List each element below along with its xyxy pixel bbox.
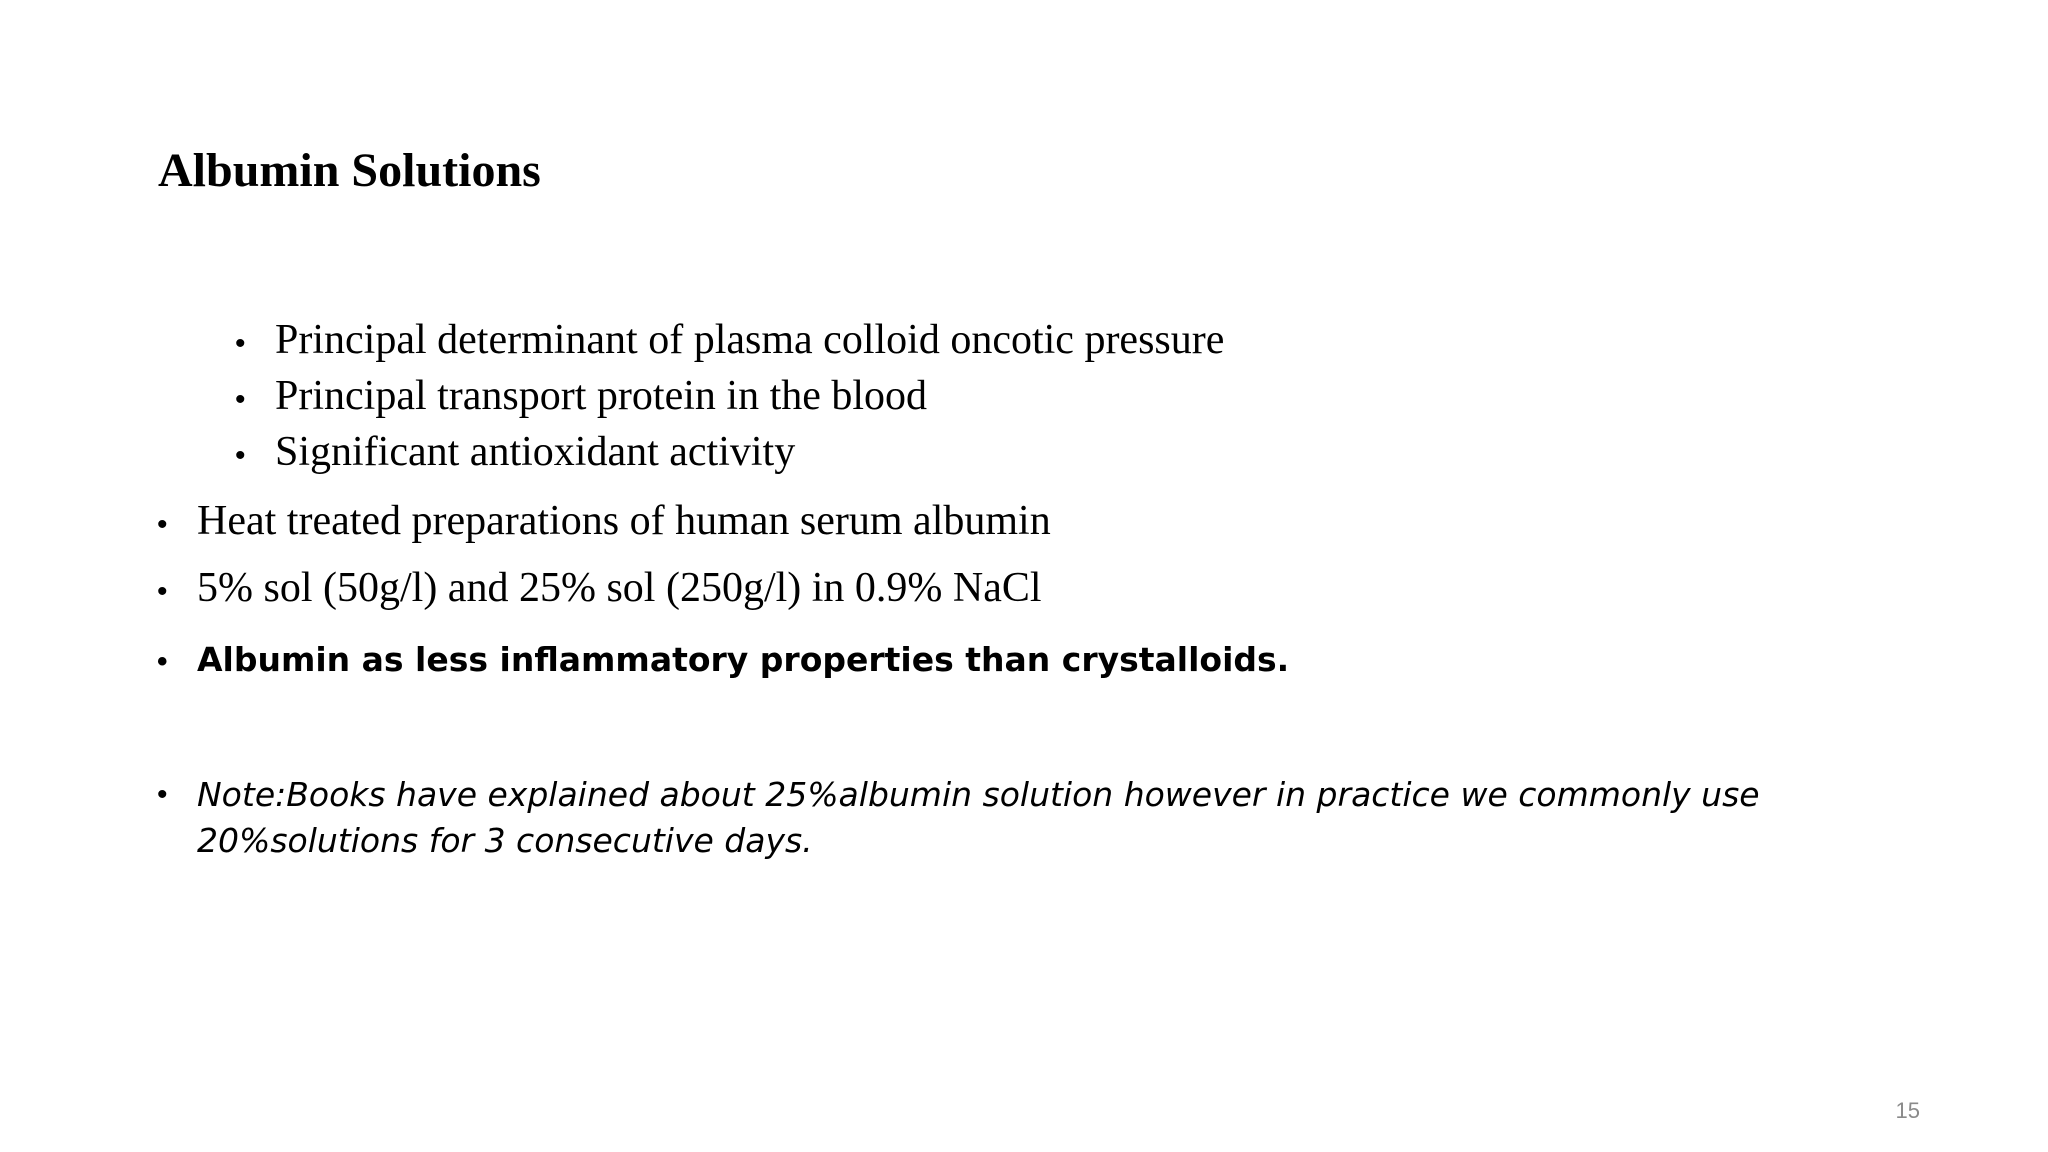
bullet-text-bold: Albumin as less inflammatory properties than crystalloids. — [197, 640, 1290, 679]
note-text: Note:Books have explained about 25%albumin solution however in practice we commonly use 20%solutions for 3 consecutive days. — [197, 775, 1760, 860]
sub-bullet-item — [235, 368, 927, 428]
bullet-icon: • — [235, 327, 246, 360]
bullet-item — [157, 560, 1042, 620]
sub-bullet-item — [235, 424, 795, 484]
bullet-icon: • — [157, 645, 168, 678]
page-number: 15 — [1895, 1098, 1920, 1123]
bullet-icon: • — [157, 508, 168, 541]
bullet-icon: • — [157, 778, 168, 811]
bullet-text: 5% sol (50g/l) and 25% sol (250g/l) in 0.9% NaCl — [197, 565, 1042, 611]
slide-title: Albumin Solutions — [158, 144, 541, 197]
sub-bullet-text: Significant antioxidant activity — [275, 429, 796, 475]
bullet-icon: • — [157, 575, 168, 608]
sub-bullet-text: Principal transport protein in the blood — [275, 373, 928, 419]
bullet-item-bold — [157, 634, 1289, 688]
bullet-item — [157, 493, 1051, 553]
bullet-icon: • — [235, 383, 246, 416]
bullet-text: Heat treated preparations of human serum albumin — [197, 498, 1051, 544]
note-item — [157, 772, 1917, 864]
sub-bullet-item — [235, 312, 1224, 372]
bullet-icon: • — [235, 439, 246, 472]
sub-bullet-text: Principal determinant of plasma colloid oncotic pressure — [275, 317, 1225, 363]
